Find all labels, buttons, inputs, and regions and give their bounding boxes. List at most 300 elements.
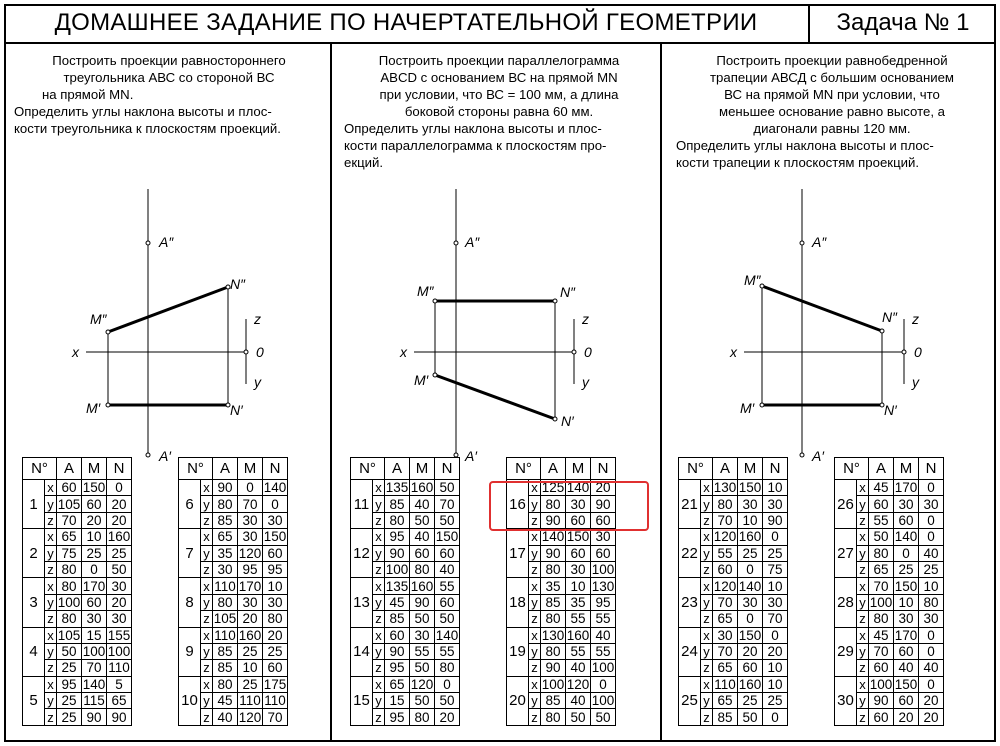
variant-number: 7: [179, 529, 201, 578]
axis-label: z: [201, 709, 213, 725]
variant-number: 10: [179, 676, 201, 725]
coordinate-cell: 140: [738, 578, 762, 594]
coordinate-cell: 70: [713, 643, 738, 659]
coordinate-cell: 60: [385, 627, 410, 643]
projection-diagram-2: [332, 179, 662, 464]
label-n2: N″: [560, 284, 576, 300]
axis-label: x: [201, 578, 213, 594]
coordinate-cell: 70: [869, 643, 894, 659]
coordinate-cell: 20: [919, 709, 944, 725]
coordinate-cell: 60: [263, 545, 288, 561]
col-header-no: N°: [179, 458, 213, 480]
table-row: [835, 480, 944, 496]
coordinate-cell: 100: [591, 693, 615, 709]
coordinate-cell: 30: [213, 561, 238, 577]
coordinate-cell: 25: [763, 545, 788, 561]
coordinate-cell: 60: [435, 545, 460, 561]
coordinate-cell: 60: [263, 660, 288, 676]
coordinate-cell: 90: [541, 512, 566, 528]
variant-number: 9: [179, 627, 201, 676]
coordinate-cell: 60: [410, 545, 435, 561]
coordinate-cell: 25: [57, 660, 82, 676]
coordinate-cell: 50: [410, 660, 435, 676]
label-m2: M″: [90, 311, 107, 327]
coordinate-cell: 50: [738, 709, 763, 725]
coordinate-cell: 50: [435, 611, 460, 627]
label-m1: M′: [86, 400, 101, 416]
table-row: [507, 676, 616, 692]
coordinate-cell: 30: [894, 496, 919, 512]
coordinate-cell: 10: [763, 676, 788, 692]
coordinate-cell: 0: [763, 627, 788, 643]
axis-label: y: [201, 496, 213, 512]
coordinate-cell: 135: [385, 578, 409, 594]
variant-number: 23: [679, 578, 701, 627]
col-header-m: M: [82, 458, 107, 480]
coordinate-cell: 80: [385, 512, 410, 528]
axis-label: z: [373, 512, 385, 528]
table-header-row: [679, 458, 788, 480]
col-header-a: A: [213, 458, 238, 480]
coordinate-cell: 20: [919, 693, 944, 709]
coordinate-cell: 70: [763, 611, 788, 627]
table-row: [179, 529, 288, 545]
coordinate-cell: 0: [919, 529, 944, 545]
axis-label: y: [201, 643, 213, 659]
axis-label: y: [45, 545, 57, 561]
label-a2: A″: [465, 234, 480, 250]
coordinate-cell: 160: [410, 480, 434, 496]
coordinate-cell: 70: [238, 496, 263, 512]
coordinate-cell: 150: [566, 529, 590, 545]
label-z: z: [582, 311, 589, 327]
coordinate-cell: 160: [410, 578, 434, 594]
coordinate-cell: 30: [82, 611, 107, 627]
axis-label: x: [701, 578, 713, 594]
variants-table-1: [22, 457, 132, 726]
table-header-row: [507, 458, 616, 480]
axis-label: y: [373, 693, 385, 709]
variant-number: 18: [507, 578, 529, 627]
coordinate-cell: 60: [435, 594, 460, 610]
coordinate-cell: 90: [869, 693, 894, 709]
variants-table-3: [350, 457, 460, 726]
col-header-no: N°: [23, 458, 57, 480]
axis-label: y: [201, 594, 213, 610]
variant-number: 3: [23, 578, 45, 627]
axis-label: z: [45, 561, 57, 577]
coordinate-cell: 30: [263, 512, 288, 528]
table-row: [351, 627, 460, 643]
coordinate-cell: 70: [435, 496, 460, 512]
coordinate-cell: 20: [263, 627, 288, 643]
axis-label: y: [701, 643, 713, 659]
table-row: [835, 676, 944, 692]
coordinate-cell: 30: [763, 594, 788, 610]
label-a1: A′: [465, 448, 477, 464]
axis-label: x: [45, 578, 57, 594]
coordinate-cell: 125: [541, 480, 565, 496]
projection-diagram-1: [4, 179, 332, 464]
table-header-row: [351, 458, 460, 480]
label-x: x: [72, 344, 79, 360]
axis-label: z: [701, 512, 713, 528]
col-header-a: A: [541, 458, 566, 480]
axis-label: z: [701, 611, 713, 627]
task-text-2: [344, 52, 654, 171]
axis-label: x: [857, 627, 869, 643]
axis-label: z: [529, 561, 541, 577]
axis-label: y: [45, 496, 57, 512]
table-row: [835, 578, 944, 594]
axis-label: x: [373, 529, 385, 545]
variant-number: 24: [679, 627, 701, 676]
coordinate-cell: 80: [869, 611, 894, 627]
coordinate-cell: 150: [435, 529, 459, 545]
axis-label: x: [201, 529, 213, 545]
axis-label: z: [373, 611, 385, 627]
coordinate-cell: 100: [82, 644, 106, 660]
coordinate-cell: 40: [410, 529, 435, 545]
coordinate-cell: 130: [541, 627, 565, 643]
coordinate-cell: 50: [435, 512, 460, 528]
variant-number: 27: [835, 529, 857, 578]
coordinate-cell: 75: [57, 545, 82, 561]
coordinate-cell: 60: [894, 512, 919, 528]
coordinate-cell: 50: [107, 561, 132, 577]
label-y: y: [254, 374, 261, 390]
coordinate-cell: 80: [869, 545, 894, 561]
coordinate-cell: 0: [919, 512, 944, 528]
coordinate-cell: 80: [541, 496, 566, 512]
coordinate-cell: 100: [591, 562, 615, 578]
table-row: [23, 627, 132, 643]
label-m1: M′: [740, 400, 755, 416]
coordinate-cell: 0: [919, 627, 944, 643]
col-header-n: N: [591, 458, 616, 480]
label-z: z: [912, 311, 919, 327]
coordinate-cell: 35: [213, 545, 238, 561]
variants-table-5: [678, 457, 788, 726]
coordinate-cell: 120: [566, 676, 590, 692]
coordinate-cell: 110: [264, 693, 286, 709]
coordinate-cell: 40: [919, 545, 944, 561]
coordinate-cell: 95: [263, 561, 288, 577]
axis-label: z: [701, 561, 713, 577]
axis-label: x: [857, 480, 869, 496]
coordinate-cell: 25: [57, 693, 82, 709]
coordinate-cell: 100: [107, 644, 131, 660]
variant-number: 20: [507, 676, 529, 725]
table-row: [179, 578, 288, 594]
coordinate-cell: 25: [263, 643, 288, 659]
coordinate-cell: 95: [385, 660, 410, 676]
coordinate-cell: 115: [83, 693, 105, 709]
label-n2: N″: [882, 309, 898, 325]
coordinate-cell: 30: [919, 611, 944, 627]
coordinate-cell: 20: [738, 643, 763, 659]
coordinate-cell: 80: [713, 496, 738, 512]
coordinate-cell: 30: [410, 627, 435, 643]
coordinate-cell: 90: [763, 512, 788, 528]
axis-label: z: [45, 512, 57, 528]
task-line: меньшее основание равно высоте, а: [719, 104, 945, 119]
coordinate-cell: 55: [591, 611, 616, 627]
coordinate-cell: 15: [82, 627, 107, 643]
task-line: екций.: [344, 155, 384, 170]
axis-label: x: [529, 480, 541, 496]
coordinate-cell: 80: [213, 496, 238, 512]
coordinate-cell: 10: [894, 594, 919, 610]
axis-label: z: [857, 611, 869, 627]
coordinate-cell: 50: [410, 512, 435, 528]
coordinate-cell: 155: [107, 627, 131, 643]
coordinate-cell: 140: [541, 529, 565, 545]
table-row: [679, 529, 788, 545]
coordinate-cell: 30: [591, 529, 616, 545]
axis-label: x: [373, 676, 385, 692]
coordinate-cell: 25: [738, 693, 763, 709]
variant-number: 1: [23, 480, 45, 529]
table-row: [179, 627, 288, 643]
coordinate-cell: 50: [435, 693, 460, 709]
task-text-1: [14, 52, 324, 137]
coordinate-cell: 55: [410, 643, 435, 659]
coordinate-cell: 55: [435, 643, 460, 659]
table-row: [835, 529, 944, 545]
axis-label: z: [201, 660, 213, 676]
coordinate-cell: 120: [713, 529, 737, 545]
coordinate-cell: 80: [57, 578, 82, 594]
axis-label: x: [701, 529, 713, 545]
axis-label: y: [701, 496, 713, 512]
coordinate-cell: 85: [213, 643, 238, 659]
variant-number: 21: [679, 480, 701, 529]
coordinate-cell: 25: [738, 545, 763, 561]
coordinate-cell: 30: [238, 512, 263, 528]
coordinate-cell: 20: [591, 480, 616, 496]
coordinate-cell: 50: [57, 643, 82, 659]
task-line: Построить проекции равностороннего: [52, 53, 286, 68]
coordinate-cell: 150: [738, 627, 762, 643]
coordinate-cell: 0: [919, 643, 944, 659]
coordinate-cell: 55: [869, 512, 894, 528]
variant-number: 11: [351, 480, 373, 529]
table-row: [507, 578, 616, 594]
axis-label: y: [373, 496, 385, 512]
col-header-n: N: [263, 458, 288, 480]
coordinate-cell: 140: [894, 529, 918, 545]
coordinate-cell: 60: [894, 693, 919, 709]
coordinate-cell: 60: [894, 643, 919, 659]
coordinate-cell: 90: [591, 496, 616, 512]
coordinate-cell: 25: [82, 545, 107, 561]
coordinate-cell: 100: [591, 660, 615, 676]
axis-label: y: [201, 545, 213, 561]
coordinate-cell: 10: [82, 529, 107, 545]
coordinate-cell: 65: [869, 561, 894, 577]
axis-label: x: [201, 676, 213, 692]
variant-number: 26: [835, 480, 857, 529]
coordinate-cell: 110: [108, 660, 130, 676]
task-line: кости параллелограмма к плоскостям про-: [344, 138, 607, 153]
task-line: Построить проекции равнобедренной: [716, 53, 948, 68]
coordinate-cell: 105: [213, 611, 237, 627]
coordinate-cell: 90: [385, 643, 410, 659]
table-row: [679, 676, 788, 692]
coordinate-cell: 95: [57, 676, 82, 692]
coordinate-cell: 65: [213, 529, 238, 545]
coordinate-cell: 25: [57, 709, 82, 725]
coordinate-cell: 0: [763, 529, 788, 545]
label-m2: M″: [417, 283, 434, 299]
axis-label: z: [45, 611, 57, 627]
coordinate-cell: 60: [869, 709, 894, 725]
coordinate-cell: 50: [591, 709, 616, 725]
coordinate-cell: 0: [919, 480, 944, 496]
axis-label: y: [701, 594, 713, 610]
coordinate-cell: 80: [213, 594, 238, 610]
coordinate-cell: 50: [435, 480, 460, 496]
coordinate-cell: 170: [238, 578, 262, 594]
coordinate-cell: 120: [713, 578, 737, 594]
variant-number: 30: [835, 676, 857, 725]
coordinate-cell: 45: [869, 480, 894, 496]
variant-number: 5: [23, 676, 45, 725]
axis-label: y: [45, 594, 57, 610]
axis-label: y: [857, 545, 869, 561]
coordinate-cell: 60: [738, 660, 763, 676]
coordinate-cell: 65: [107, 693, 132, 709]
coordinate-cell: 120: [410, 676, 434, 692]
task-line: ABCD с основанием ВС на прямой MN: [380, 70, 618, 85]
coordinate-cell: 50: [566, 709, 591, 725]
variant-number: 19: [507, 627, 529, 676]
coordinate-cell: 100: [385, 562, 409, 578]
axis-label: x: [529, 676, 541, 692]
coordinate-cell: 80: [541, 643, 566, 659]
col-header-n: N: [107, 458, 132, 480]
coordinate-cell: 60: [869, 660, 894, 676]
axis-label: z: [201, 611, 213, 627]
axis-label: y: [701, 693, 713, 709]
table-row: [179, 676, 288, 692]
coordinate-cell: 40: [919, 660, 944, 676]
coordinate-cell: 20: [82, 512, 107, 528]
coordinate-cell: 45: [385, 594, 410, 610]
task-line: кости треугольника к плоскостям проекций.: [14, 121, 281, 136]
coordinate-cell: 65: [385, 676, 410, 692]
col-header-a: A: [57, 458, 82, 480]
coordinate-cell: 60: [591, 545, 616, 561]
label-a2: A″: [159, 234, 174, 250]
variant-16-highlight: [489, 481, 649, 531]
task-line: трапеции АВСД с большим основанием: [710, 70, 954, 85]
axis-label: y: [529, 496, 541, 512]
label-n1: N′: [884, 402, 897, 418]
label-z: z: [254, 311, 261, 327]
coordinate-cell: 0: [435, 676, 460, 692]
axis-label: y: [373, 545, 385, 561]
coordinate-cell: 30: [763, 496, 788, 512]
col-header-m: M: [894, 458, 919, 480]
col-header-m: M: [238, 458, 263, 480]
label-origin: 0: [914, 344, 922, 360]
axis-label: z: [857, 660, 869, 676]
coordinate-cell: 90: [385, 545, 410, 561]
col-header-n: N: [919, 458, 944, 480]
coordinate-cell: 90: [213, 480, 238, 496]
col-header-no: N°: [835, 458, 869, 480]
coordinate-cell: 85: [541, 594, 566, 610]
coordinate-cell: 80: [541, 611, 566, 627]
axis-label: z: [373, 709, 385, 725]
variant-number: 29: [835, 627, 857, 676]
coordinate-cell: 30: [566, 561, 591, 577]
task-line: Определить углы наклона высоты и плос-: [676, 138, 934, 153]
axis-label: x: [201, 480, 213, 496]
coordinate-cell: 20: [238, 611, 263, 627]
coordinate-cell: 80: [213, 676, 238, 692]
coordinate-cell: 35: [541, 578, 566, 594]
variant-number: 6: [179, 480, 201, 529]
label-x: x: [730, 344, 737, 360]
coordinate-cell: 0: [919, 676, 944, 692]
variant-number: 16: [507, 480, 529, 529]
axis-label: x: [373, 578, 385, 594]
coordinate-cell: 25: [238, 643, 263, 659]
coordinate-cell: 80: [57, 561, 82, 577]
coordinate-cell: 60: [566, 512, 591, 528]
task-line: боковой стороны равна 60 мм.: [404, 104, 594, 119]
coordinate-cell: 85: [541, 693, 566, 709]
coordinate-cell: 90: [541, 545, 566, 561]
coordinate-cell: 40: [566, 693, 591, 709]
table-row: [351, 480, 460, 496]
coordinate-cell: 40: [213, 709, 238, 725]
label-n1: N′: [230, 402, 243, 418]
axis-label: z: [857, 512, 869, 528]
task-number: Задача № 1: [836, 9, 970, 36]
coordinate-cell: 60: [57, 480, 82, 496]
axis-label: y: [373, 643, 385, 659]
coordinate-cell: 175: [263, 676, 287, 692]
coordinate-cell: 0: [894, 545, 919, 561]
axis-label: x: [45, 480, 57, 496]
coordinate-cell: 20: [107, 594, 132, 610]
axis-label: x: [373, 480, 385, 496]
col-header-m: M: [738, 458, 763, 480]
coordinate-cell: 170: [894, 627, 918, 643]
coordinate-cell: 90: [410, 594, 435, 610]
axis-label: z: [529, 611, 541, 627]
axis-label: z: [201, 561, 213, 577]
task-line: треугольника АВС со стороной ВС: [63, 70, 275, 85]
axis-label: x: [45, 627, 57, 643]
label-m2: M″: [744, 272, 761, 288]
coordinate-cell: 0: [591, 676, 616, 692]
coordinate-cell: 120: [238, 545, 262, 561]
task-line: ВС на прямой MN при условии, что: [724, 87, 940, 102]
axis-label: y: [529, 545, 541, 561]
axis-label: x: [373, 627, 385, 643]
coordinate-cell: 0: [238, 480, 263, 496]
axis-label: x: [701, 627, 713, 643]
coordinate-cell: 150: [82, 480, 106, 496]
coordinate-cell: 60: [869, 496, 894, 512]
coordinate-cell: 20: [107, 512, 132, 528]
coordinate-cell: 70: [713, 594, 738, 610]
